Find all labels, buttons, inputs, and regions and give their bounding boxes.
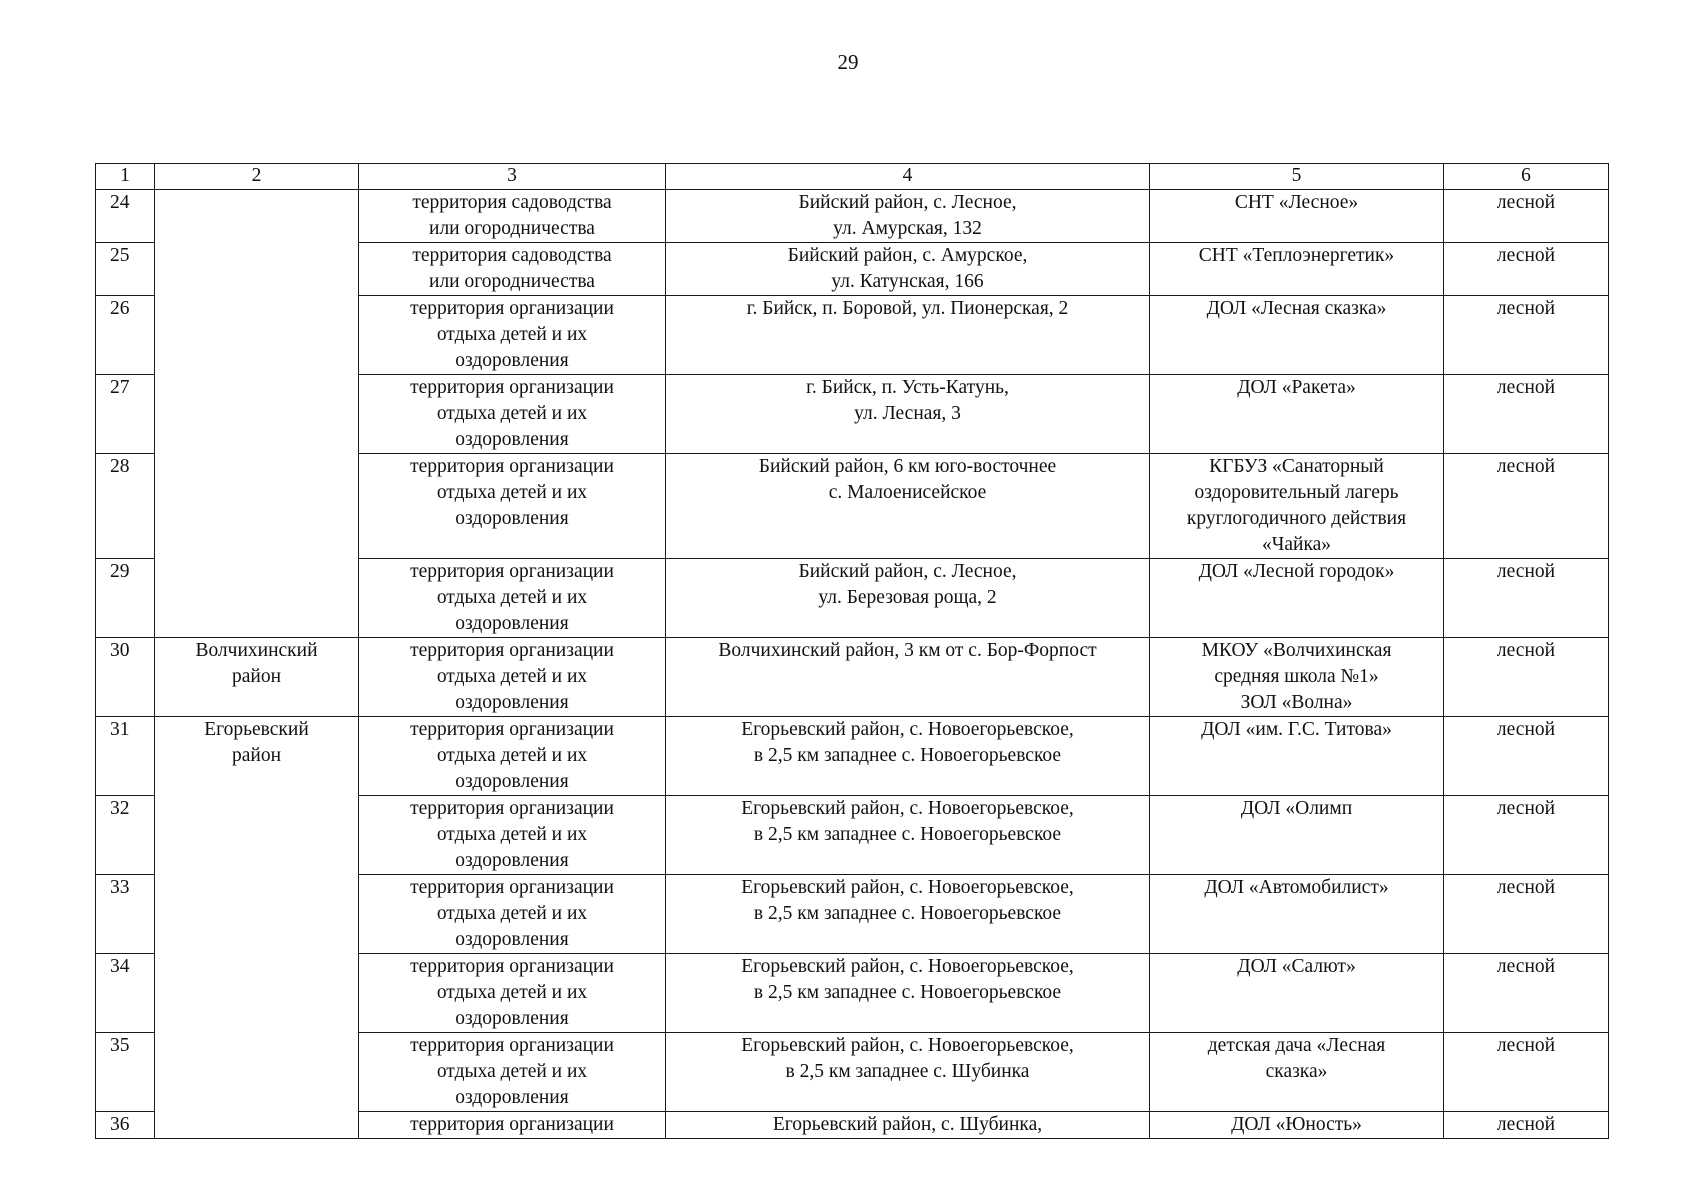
fire-type-cell: лесной [1444, 559, 1609, 638]
address-line: Егорьевский район, с. Шубинка, [772, 1114, 1043, 1135]
district-cell [155, 638, 359, 717]
territory-type-cell [359, 717, 666, 796]
address-cell [666, 454, 1150, 559]
table-row [96, 190, 1609, 243]
territory-type-line: или огородничества [429, 271, 595, 292]
territory-type-line: территория организации [410, 798, 614, 819]
organization-line: ДОЛ «им. Г.С. Титова» [1201, 719, 1392, 740]
territory-type-line: отдыха детей и их [436, 587, 588, 608]
address-cell [666, 190, 1150, 243]
address-line: Егорьевский район, с. Новоегорьевское, [741, 798, 1074, 819]
organization-cell [1150, 559, 1444, 638]
organization-line: круглогодичного действия [1186, 508, 1407, 529]
address-line: г. Бийск, п. Усть-Катунь, [806, 377, 1009, 398]
territory-type-line: оздоровления [455, 929, 569, 950]
territory-type-line: или огородничества [429, 218, 595, 239]
address-cell [666, 875, 1150, 954]
organization-line: оздоровительный лагерь [1194, 482, 1399, 503]
row-number-cell: 32 [96, 796, 155, 875]
column-header-2: 2 [155, 164, 359, 190]
address-line: Бийский район, с. Амурское, [787, 245, 1028, 266]
address-cell [666, 1112, 1150, 1139]
address-cell [666, 1033, 1150, 1112]
territory-type-cell [359, 796, 666, 875]
organization-cell [1150, 190, 1444, 243]
column-header-1: 1 [96, 164, 155, 190]
organization-cell [1150, 875, 1444, 954]
territory-type-line: оздоровления [455, 692, 569, 713]
row-number-cell: 35 [96, 1033, 155, 1112]
district-name-line: район [231, 666, 282, 687]
territory-type-cell [359, 638, 666, 717]
data-table [95, 163, 1609, 1139]
territory-type-cell [359, 1112, 666, 1139]
territory-type-line: отдыха детей и их [436, 324, 588, 345]
district-name-line: район [231, 745, 282, 766]
address-line: с. Малоенисейское [828, 482, 987, 503]
address-line: ул. Березовая роща, 2 [818, 587, 997, 608]
territory-type-line: территория организации [410, 456, 614, 477]
fire-type-cell: лесной [1444, 638, 1609, 717]
column-header-5: 5 [1150, 164, 1444, 190]
row-number-cell: 28 [96, 454, 155, 559]
district-name-line: Егорьевский [204, 719, 309, 740]
organization-line: детская дача «Лесная [1207, 1035, 1386, 1056]
district-name-line: Волчихинский [195, 640, 318, 661]
territory-type-line: территория организации [410, 1114, 614, 1135]
page-number: 29 [837, 50, 859, 74]
organization-cell [1150, 296, 1444, 375]
table-header-row [96, 164, 1609, 190]
row-number-cell: 29 [96, 559, 155, 638]
organization-line: СНТ «Лесное» [1234, 192, 1359, 213]
address-cell [666, 796, 1150, 875]
territory-type-line: территория организации [410, 877, 614, 898]
organization-line: средняя школа №1» [1214, 666, 1379, 687]
row-number-cell: 27 [96, 375, 155, 454]
organization-cell [1150, 638, 1444, 717]
territory-type-line: отдыха детей и их [436, 403, 588, 424]
fire-type-cell: лесной [1444, 375, 1609, 454]
organization-line: «Чайка» [1261, 534, 1332, 555]
organization-line: ДОЛ «Автомобилист» [1204, 877, 1389, 898]
address-line: Егорьевский район, с. Новоегорьевское, [741, 877, 1074, 898]
territory-type-line: отдыха детей и их [436, 903, 588, 924]
address-cell [666, 638, 1150, 717]
address-line: Егорьевский район, с. Новоегорьевское, [741, 719, 1074, 740]
address-cell [666, 375, 1150, 454]
organization-line: КГБУЗ «Санаторный [1209, 456, 1384, 477]
address-cell [666, 559, 1150, 638]
organization-line: ДОЛ «Лесной городок» [1198, 561, 1395, 582]
address-line: Бийский район, 6 км юго-восточнее [758, 456, 1057, 477]
organization-line: СНТ «Теплоэнергетик» [1198, 245, 1395, 266]
territory-type-cell [359, 243, 666, 296]
territory-type-line: оздоровления [455, 613, 569, 634]
territory-type-cell [359, 954, 666, 1033]
address-line: Егорьевский район, с. Новоегорьевское, [741, 956, 1074, 977]
address-cell [666, 296, 1150, 375]
territory-type-line: территория организации [410, 377, 614, 398]
organization-line: ДОЛ «Лесная сказка» [1206, 298, 1387, 319]
territory-type-line: территория организации [410, 1035, 614, 1056]
organization-cell [1150, 454, 1444, 559]
address-line: ул. Лесная, 3 [854, 403, 961, 424]
address-line: Волчихинский район, 3 км от с. Бор-Форпост [718, 640, 1097, 661]
address-line: г. Бийск, п. Боровой, ул. Пионерская, 2 [746, 298, 1069, 319]
fire-type-cell: лесной [1444, 717, 1609, 796]
territory-type-line: оздоровления [455, 1087, 569, 1108]
territory-type-cell [359, 454, 666, 559]
territory-type-line: отдыха детей и их [436, 824, 588, 845]
address-line: Егорьевский район, с. Новоегорьевское, [741, 1035, 1074, 1056]
organization-line: МКОУ «Волчихинская [1201, 640, 1392, 661]
territory-type-line: территория организации [410, 956, 614, 977]
territory-type-line: оздоровления [455, 771, 569, 792]
address-line: Бийский район, с. Лесное, [798, 561, 1017, 582]
address-cell [666, 243, 1150, 296]
address-line: в 2,5 км западнее с. Новоегорьевское [753, 903, 1062, 924]
fire-type-cell: лесной [1444, 296, 1609, 375]
row-number-cell: 25 [96, 243, 155, 296]
row-number-cell: 26 [96, 296, 155, 375]
organization-line: ДОЛ «Салют» [1237, 956, 1356, 977]
territory-type-cell [359, 375, 666, 454]
territory-type-cell [359, 190, 666, 243]
organization-cell [1150, 375, 1444, 454]
organization-cell [1150, 243, 1444, 296]
address-line: в 2,5 км западнее с. Новоегорьевское [753, 745, 1062, 766]
territory-type-line: оздоровления [455, 850, 569, 871]
territory-type-cell [359, 1033, 666, 1112]
address-line: ул. Амурская, 132 [833, 218, 982, 239]
address-line: Бийский район, с. Лесное, [798, 192, 1017, 213]
column-header-6: 6 [1444, 164, 1609, 190]
territory-type-line: территория садоводства [412, 245, 612, 266]
address-line: ул. Катунская, 166 [831, 271, 984, 292]
row-number-cell: 36 [96, 1112, 155, 1139]
table-row [96, 638, 1609, 717]
fire-type-cell: лесной [1444, 1033, 1609, 1112]
address-line: в 2,5 км западнее с. Шубинка [785, 1061, 1030, 1082]
territory-type-line: оздоровления [455, 508, 569, 529]
fire-type-cell: лесной [1444, 875, 1609, 954]
fire-type-cell: лесной [1444, 190, 1609, 243]
row-number-cell: 30 [96, 638, 155, 717]
table-row [96, 717, 1609, 796]
organization-line: сказка» [1265, 1061, 1328, 1082]
territory-type-line: отдыха детей и их [436, 482, 588, 503]
column-header-3: 3 [359, 164, 666, 190]
territory-type-line: отдыха детей и их [436, 666, 588, 687]
row-number-cell: 31 [96, 717, 155, 796]
organization-cell [1150, 796, 1444, 875]
territory-type-line: оздоровления [455, 1008, 569, 1029]
organization-line: ДОЛ «Юность» [1231, 1114, 1362, 1135]
fire-type-cell: лесной [1444, 454, 1609, 559]
column-header-4: 4 [666, 164, 1150, 190]
territory-type-line: оздоровления [455, 429, 569, 450]
district-cell [155, 717, 359, 1139]
row-number-cell: 33 [96, 875, 155, 954]
address-line: в 2,5 км западнее с. Новоегорьевское [753, 824, 1062, 845]
territory-type-line: территория садоводства [412, 192, 612, 213]
table-body [96, 190, 1609, 1139]
row-number-cell: 34 [96, 954, 155, 1033]
fire-type-cell: лесной [1444, 243, 1609, 296]
fire-type-cell: лесной [1444, 954, 1609, 1033]
organization-line: ДОЛ «Олимп [1240, 798, 1353, 819]
territory-type-line: территория организации [410, 640, 614, 661]
row-number-cell: 24 [96, 190, 155, 243]
fire-type-cell: лесной [1444, 1112, 1609, 1139]
fire-type-cell: лесной [1444, 796, 1609, 875]
territory-type-cell [359, 296, 666, 375]
territory-type-line: территория организации [410, 298, 614, 319]
organization-cell [1150, 1033, 1444, 1112]
territory-type-line: отдыха детей и их [436, 745, 588, 766]
territory-type-cell [359, 875, 666, 954]
territory-type-cell [359, 559, 666, 638]
organization-cell [1150, 1112, 1444, 1139]
organization-cell [1150, 717, 1444, 796]
district-cell [155, 190, 359, 638]
address-line: в 2,5 км западнее с. Новоегорьевское [753, 982, 1062, 1003]
territory-type-line: территория организации [410, 719, 614, 740]
territory-type-line: отдыха детей и их [436, 982, 588, 1003]
address-cell [666, 717, 1150, 796]
address-cell [666, 954, 1150, 1033]
territory-type-line: территория организации [410, 561, 614, 582]
organization-cell [1150, 954, 1444, 1033]
organization-line: ДОЛ «Ракета» [1237, 377, 1356, 398]
territory-type-line: оздоровления [455, 350, 569, 371]
organization-line: ЗОЛ «Волна» [1240, 692, 1353, 713]
territory-type-line: отдыха детей и их [436, 1061, 588, 1082]
